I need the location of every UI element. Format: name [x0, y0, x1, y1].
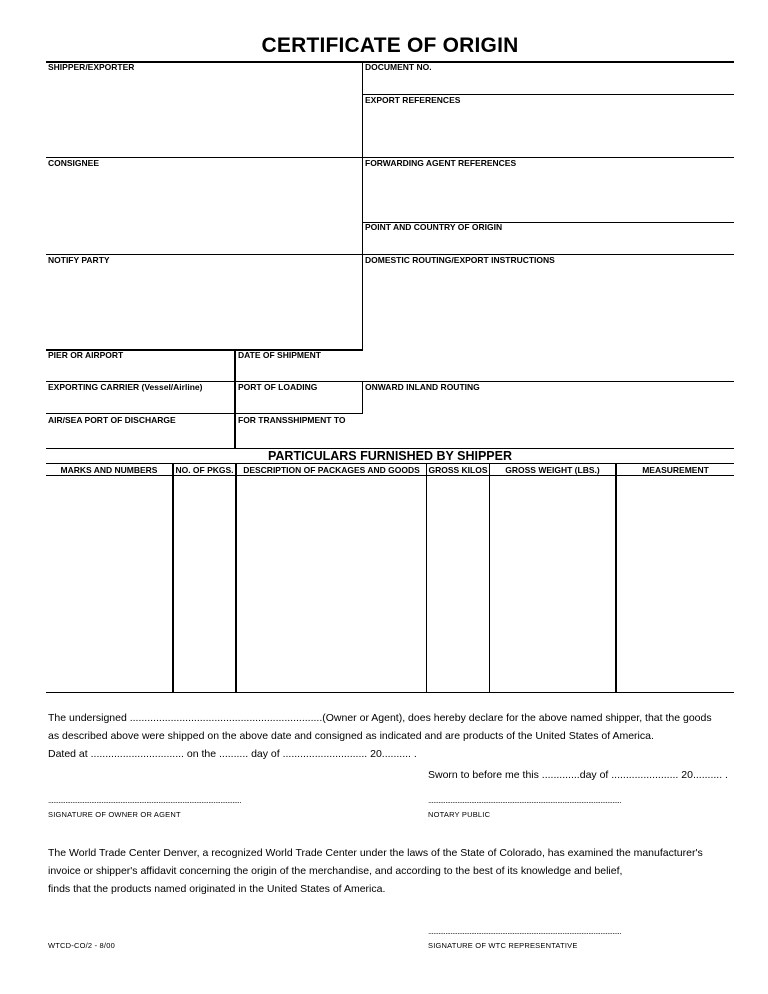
transshipment-to-field[interactable]: FOR TRANSSHIPMENT TO: [238, 415, 346, 425]
col-gross-weight: GROSS WEIGHT (LBS.): [505, 465, 600, 475]
exporting-carrier-field[interactable]: EXPORTING CARRIER (Vessel/Airline): [48, 382, 203, 392]
pier-airport-field[interactable]: PIER OR AIRPORT: [48, 350, 124, 360]
table-top-rule: [46, 463, 734, 464]
divider-inland-col: [362, 381, 363, 413]
consignee-field[interactable]: CONSIGNEE: [48, 158, 100, 168]
document-no-field[interactable]: DOCUMENT NO.: [365, 62, 432, 72]
form-code: WTCD-CO/2 - 8/00: [48, 941, 115, 950]
page-title: CERTIFICATE OF ORIGIN: [261, 34, 519, 57]
point-country-origin-field[interactable]: POINT AND COUNTRY OF ORIGIN: [365, 222, 503, 232]
onward-inland-routing-field[interactable]: ONWARD INLAND ROUTING: [365, 382, 480, 392]
col-no-pkgs: NO. OF PKGS.: [175, 465, 234, 475]
col-description: DESCRIPTION OF PACKAGES AND GOODS: [243, 465, 420, 475]
notary-public-label: NOTARY PUBLIC: [428, 810, 491, 819]
table-bottom-rule: [46, 692, 734, 693]
wtc-rep-signature-label: SIGNATURE OF WTC REPRESENTATIVE: [428, 941, 578, 950]
domestic-routing-field[interactable]: DOMESTIC ROUTING/EXPORT INSTRUCTIONS: [365, 255, 555, 265]
divider-shipment-col: [234, 349, 236, 449]
divider-discharge: [46, 413, 363, 414]
notary-signature-line[interactable]: ................................................................................................................: [428, 796, 621, 805]
notify-party-field[interactable]: NOTIFY PARTY: [48, 255, 110, 265]
wtc-rep-signature-line[interactable]: ................................................................................................................: [428, 927, 621, 936]
port-of-discharge-field[interactable]: AIR/SEA PORT OF DISCHARGE: [48, 415, 176, 425]
center-divider: [362, 62, 363, 349]
declaration-line-2: as described above were shipped on the above date and consigned as indicated and are products of the United States of America.: [48, 730, 654, 742]
forwarding-agent-field[interactable]: FORWARDING AGENT REFERENCES: [365, 158, 517, 168]
particulars-table-body[interactable]: [46, 476, 734, 692]
particulars-heading: PARTICULARS FURNISHED BY SHIPPER: [267, 449, 512, 463]
wtc-statement-line-2: invoice or shipper's affidavit concerning the origin of the merchandise, and according to the best of its knowledge and belief,: [48, 865, 623, 877]
declaration-line-3: Dated at ................................ on the .......... day of ............................. 20.......... .: [48, 748, 417, 760]
export-references-field[interactable]: EXPORT REFERENCES: [365, 95, 461, 105]
owner-agent-signature-label: SIGNATURE OF OWNER OR AGENT: [48, 810, 181, 819]
wtc-statement-line-3: finds that the products named originated in the United States of America.: [48, 883, 386, 895]
col-marks-numbers: MARKS AND NUMBERS: [60, 465, 158, 475]
col-measurement: MEASUREMENT: [642, 465, 709, 475]
date-of-shipment-field[interactable]: DATE OF SHIPMENT: [238, 350, 321, 360]
sworn-statement: Sworn to before me this .............day of ....................... 20.......... .: [428, 769, 728, 781]
col-gross-kilos: GROSS KILOS: [428, 465, 488, 475]
port-of-loading-field[interactable]: PORT OF LOADING: [238, 382, 318, 392]
owner-agent-signature-line[interactable]: ................................................................................................................: [48, 796, 241, 805]
wtc-statement-line-1: The World Trade Center Denver, a recognized World Trade Center under the laws of the State of Colorado, has examined the manufacturer's: [48, 847, 703, 859]
declaration-line-1: The undersigned ..................................................................(Owner or Agent), does hereby declare for the above named shipper, that the goods: [48, 712, 712, 724]
shipper-exporter-field[interactable]: SHIPPER/EXPORTER: [48, 62, 135, 72]
